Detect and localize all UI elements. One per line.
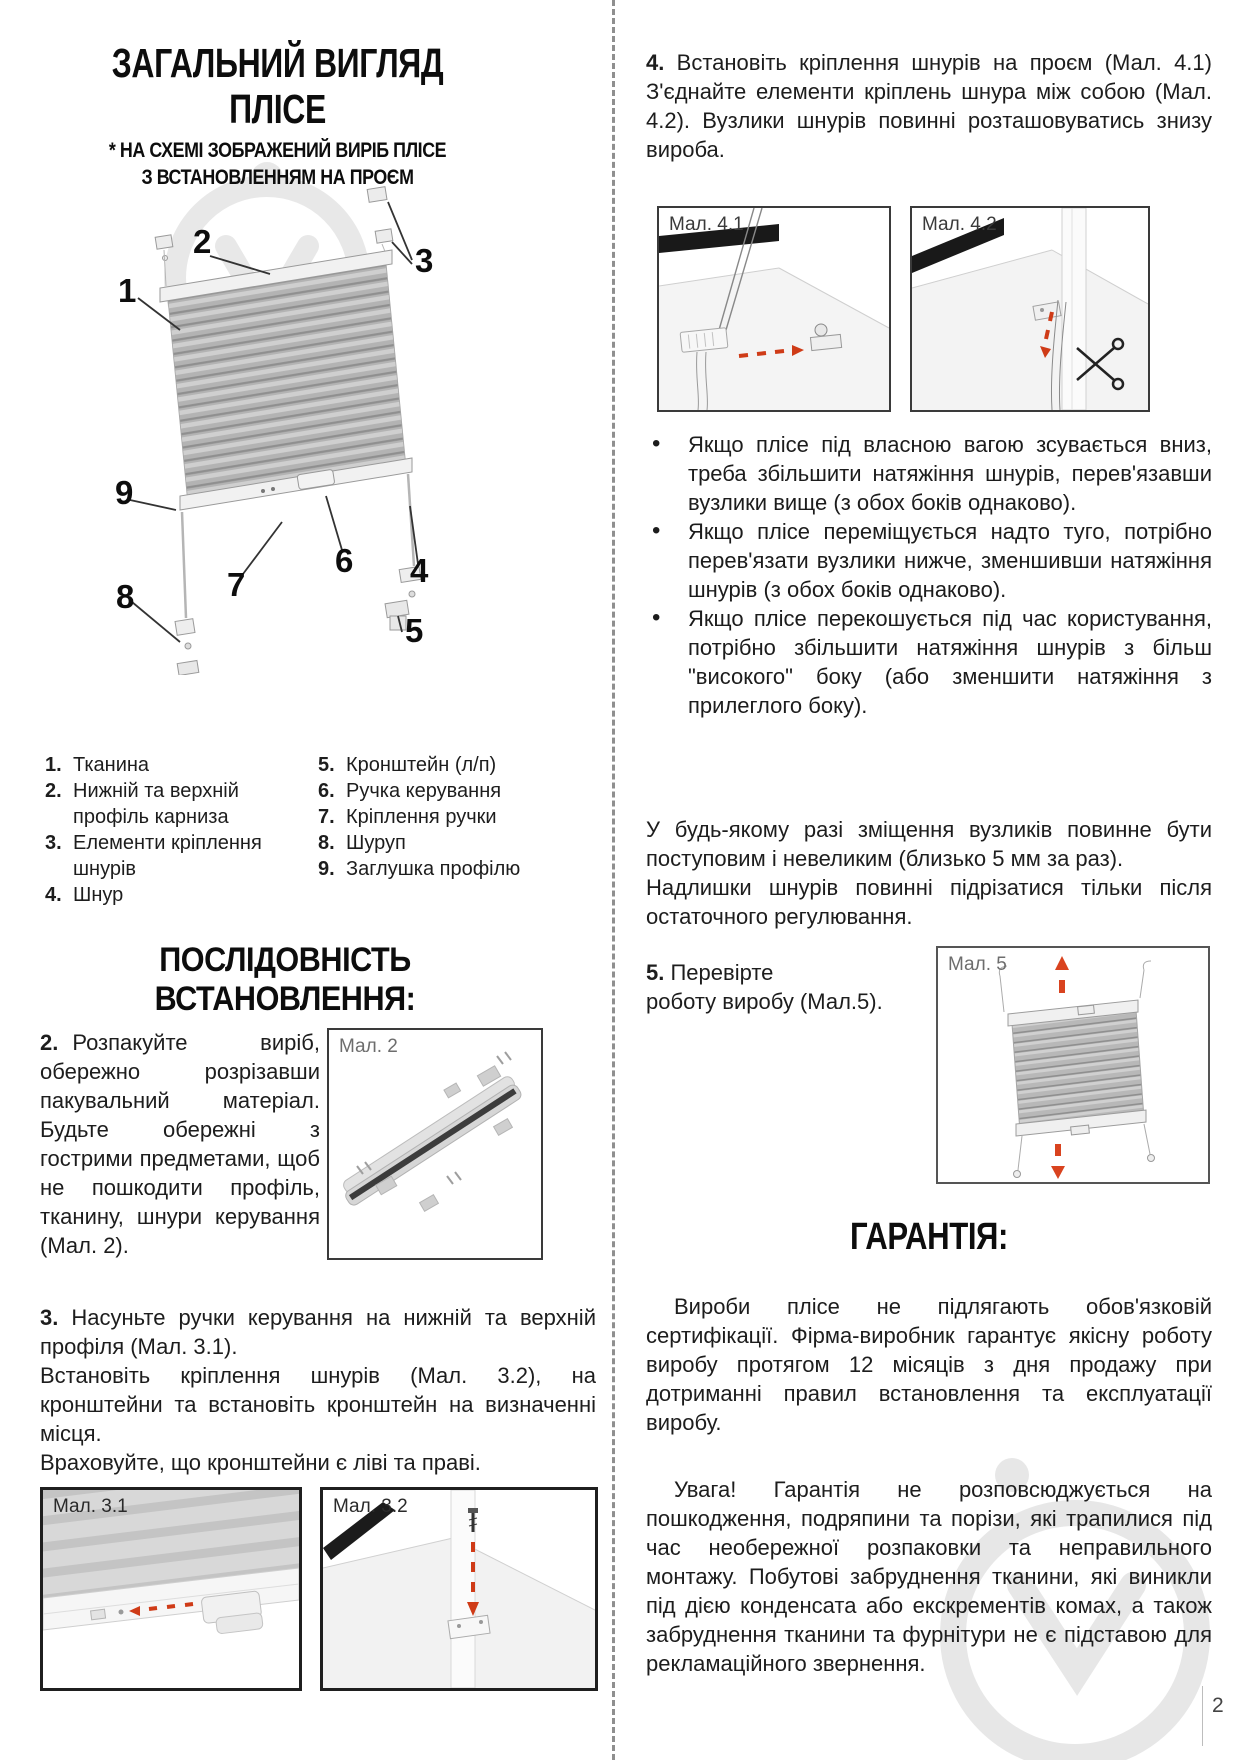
legend-column-1 xyxy=(45,752,318,908)
step3-paragraph: 3. Насуньте ручки керування на нижній та верхній профіля (Мал. 3.1). Встановіть кріплення шнурів (Мал. 3.2), на кронштейни та встановіть кронштейн на визначенні місця. Враховуйте, що кронштейни є ліві та праві. xyxy=(40,1305,596,1475)
callout-number: 3 xyxy=(415,242,434,279)
figure-caption: Мал. 4.2 xyxy=(922,214,997,235)
step2-paragraph: 2. Розпакуйте виріб, обережно розрізавши пакувальний матеріал. Будьте обережні з гострими предметами, щоб не пошкодити профіль, тканину, шнури керування (Мал. 2). xyxy=(40,1030,320,1258)
legend-item: 8. Шуруп xyxy=(318,832,406,854)
cord-keeper xyxy=(680,328,728,353)
step5-paragraph: 5. Перевірте роботу виробу (Мал.5). xyxy=(646,960,883,1014)
callout-number: 6 xyxy=(335,542,354,579)
figure-caption: Мал. 3.2 xyxy=(333,1496,408,1517)
cord-mount-illustration xyxy=(659,208,889,410)
warranty-paragraph-1: Вироби плісе не підлягають обов'язковій сертифікації. Фірма-виробник гарантує якісну роботу виробу протягом 12 місяців з дня продажу при дотриманні правил встановлення та експлуатації виробу. xyxy=(646,1294,1212,1435)
callout-number: 7 xyxy=(227,566,246,603)
column-divider xyxy=(612,0,615,1760)
callout-number: 5 xyxy=(405,612,424,649)
step-number: 4. xyxy=(646,50,665,75)
callout-number: 2 xyxy=(193,223,212,260)
step-number: 3. xyxy=(40,1305,59,1330)
title-line-1: ЗАГАЛЬНИЙ ВИГЛЯД xyxy=(111,40,444,86)
page-subtitle xyxy=(25,137,530,191)
legend-item: 9. Заглушка профілю xyxy=(318,858,521,880)
legend-item: 3. Елементи кріплення шнурів xyxy=(45,832,262,880)
figure-caption: Мал. 4.1 xyxy=(669,214,744,235)
pleated-blind-overview-diagram xyxy=(30,150,540,675)
figure-2 xyxy=(327,1028,543,1260)
legend-item: 2. Нижній та верхній профіль карниза xyxy=(45,780,239,828)
page-title xyxy=(25,40,530,132)
subtitle-line-1: * НА СХЕМІ ЗОБРАЖЕНИЙ ВИРІБ ПЛІСЕ xyxy=(108,139,447,162)
legend-item: 4. Шнур xyxy=(45,884,124,906)
callout-number: 9 xyxy=(115,474,134,511)
packed-blind-illustration xyxy=(329,1030,541,1258)
callout-number: 4 xyxy=(410,552,429,589)
figure-caption: Мал. 3.1 xyxy=(53,1496,128,1517)
legend-item: 6. Ручка керування xyxy=(318,780,502,802)
adjustment-bullets xyxy=(646,430,1212,720)
cord-trim-illustration xyxy=(912,208,1148,410)
section-heading-installation: ПОСЛІДОВНІСТЬ ВСТАНОВЛЕННЯ: xyxy=(154,941,416,1018)
left-cord-hardware xyxy=(175,512,199,675)
figure-4-2 xyxy=(910,206,1150,412)
warranty-heading: ГАРАНТІЯ: xyxy=(849,1216,1009,1258)
legend-column-2 xyxy=(318,752,590,908)
figure-3-2 xyxy=(320,1487,598,1691)
page-number-divider xyxy=(1202,1686,1203,1746)
step4-paragraph: 4. Встановіть кріплення шнурів на проєм (Мал. 4.1) З'єднайте елементи кріплень шнура між собою (Мал. 4.2). Вузлики шнурів повинні розташовуватись знизу вироба. xyxy=(646,50,1212,162)
note-paragraph: У будь-якому разі зміщення вузликів повинне бути поступовим і невеликим (близько 5 мм за раз). Надлишки шнурів повинні підрізатися тільки після остаточного регулювання. xyxy=(646,817,1212,929)
page-number: 2 xyxy=(1212,1694,1224,1717)
figure-4-1 xyxy=(657,206,891,412)
legend-item: 1. Тканина xyxy=(45,754,150,776)
step-number: 5. xyxy=(646,960,665,985)
legend-item: 5. Кронштейн (л/п) xyxy=(318,754,497,776)
bracket-screw-photo xyxy=(323,1490,595,1688)
callout-number: 1 xyxy=(118,272,137,309)
callout-number: 8 xyxy=(116,578,135,615)
legend-item: 7. Кріплення ручки xyxy=(318,806,497,828)
title-line-2: ПЛІСЕ xyxy=(229,86,326,132)
step-number: 2. xyxy=(40,1030,59,1055)
figure-caption: Мал. 2 xyxy=(339,1036,398,1057)
figure-caption: Мал. 5 xyxy=(948,954,1007,975)
bullet-item: • Якщо плісе переміщується надто туго, потрібно перев'язати вузлики нижче, зменшивши натяжіння шнурів (з обох боків однаково). xyxy=(646,517,1212,604)
figure-5 xyxy=(936,946,1210,1184)
control-handle-photo xyxy=(201,1591,263,1636)
blind-test-illustration xyxy=(938,948,1208,1182)
parts-legend xyxy=(45,752,590,908)
red-arrow-down-icon xyxy=(1051,1144,1065,1179)
warranty-paragraph-2: Увага! Гарантія не розповсюджується на пошкодження, подряпини та порізи, які трапилися під час необережної розпаковки та неправильного монтажу. Побутові забруднення тканини, які виникли під дією конденсата або екскрементів комах, а також забруднення тканини та фурнітури не є підставою для рекламаційного звернення. xyxy=(646,1477,1212,1676)
subtitle-line-2: З ВСТАНОВЛЕННЯМ НА ПРОЄМ xyxy=(141,166,414,189)
figure-3-1 xyxy=(40,1487,302,1691)
bullet-item: • Якщо плісе під власною вагою зсувається вниз, треба збільшити натяжіння шнурів, перев'язавши вузлики вище (з обох боків однаково). xyxy=(646,430,1212,517)
handle-install-photo xyxy=(43,1490,299,1688)
bullet-item: • Якщо плісе перекошується під час користування, потрібно збільшити натяжіння шнурів з більш "високого" боку (або зменшити натяжіння з прилеглого боку). xyxy=(646,604,1212,720)
red-arrow-up-icon xyxy=(1055,956,1069,993)
